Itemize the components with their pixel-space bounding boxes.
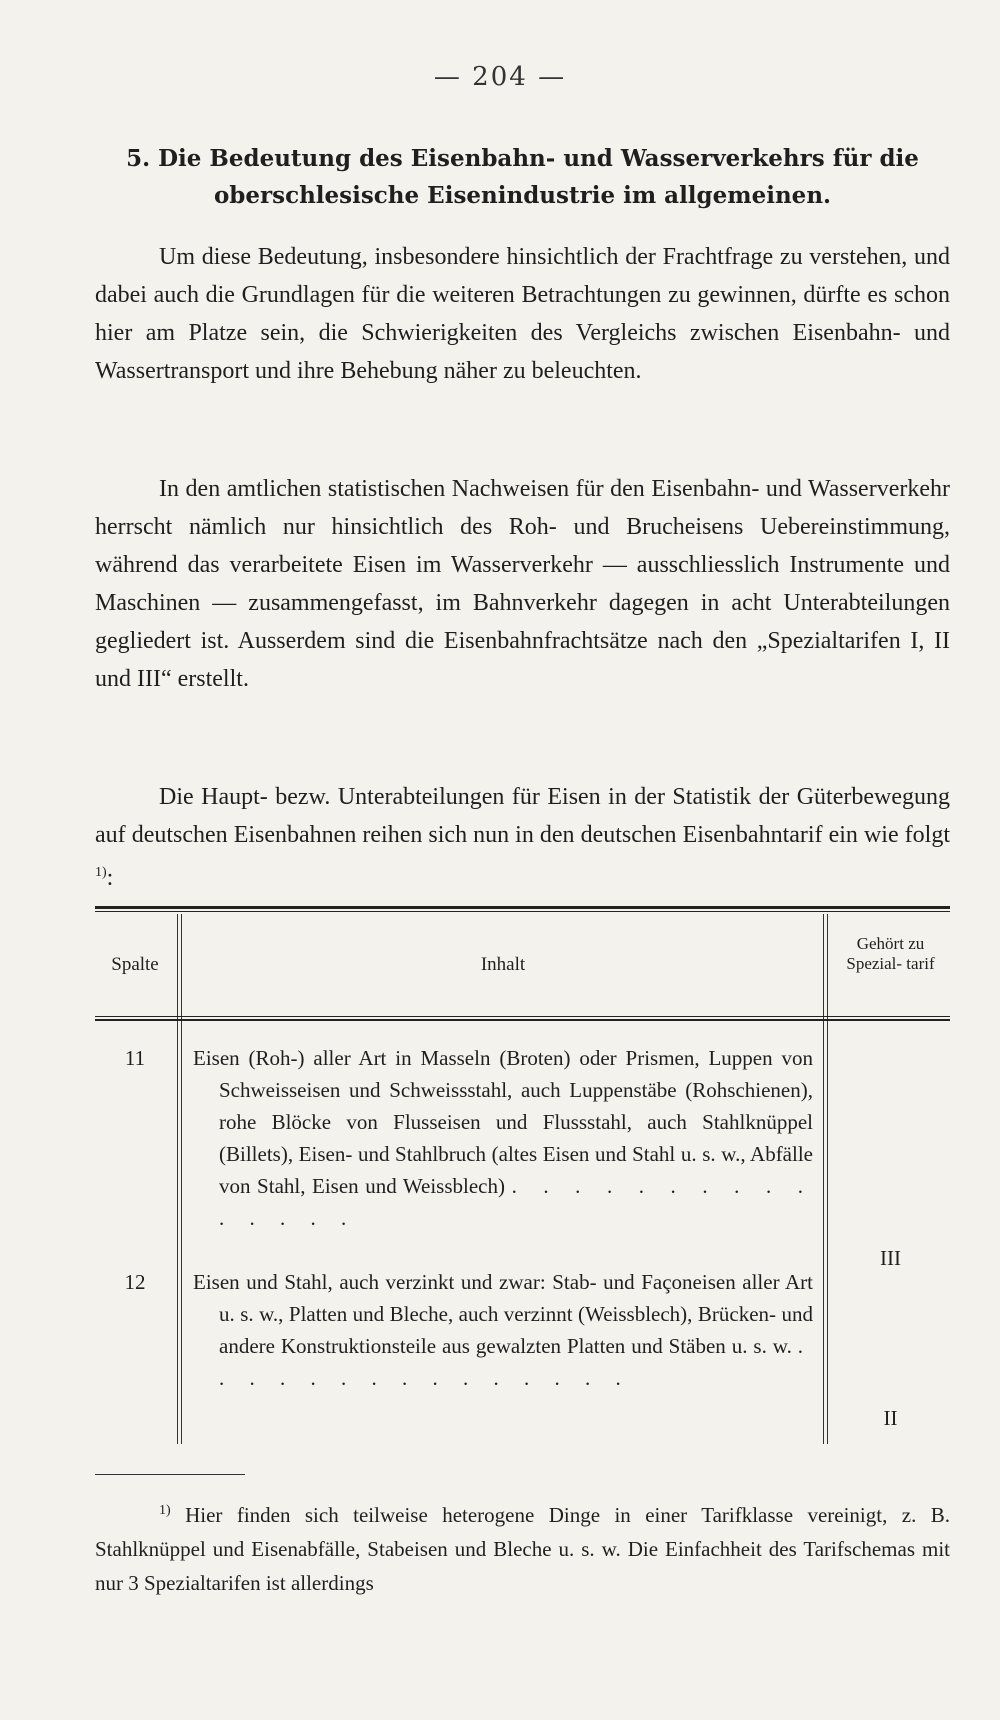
table-top-rule xyxy=(95,906,950,912)
row-12-leader-dots: . . . . . . . . . . . . . . . xyxy=(219,1334,814,1390)
column-divider xyxy=(823,914,824,1444)
footnote-reference: 1) xyxy=(95,865,107,880)
section-heading: 5. Die Bedeutung des Eisenbahn- und Wasserverkehrs für die oberschlesische Eisenindustrie im allgemeinen. xyxy=(126,145,919,209)
footnote-marker: 1) xyxy=(159,1503,171,1518)
row-12-tarif: II xyxy=(883,1406,898,1430)
row-12-inhalt-text: Eisen und Stahl, auch verzinkt und zwar: Stab- und Façoneisen aller Art u. s. w., Platten und Bleche, auch verzinnt (Weissblech), Brücken- und andere Konstruktionsteile aus gewalzten Platten und Stäben u. s. w. xyxy=(193,1270,813,1358)
paragraph-3-body: Die Haupt- bezw. Unterabteilungen für Eisen in der Statistik der Güterbewegung auf deutschen Eisenbahnen reihen sich nun in den deutschen Eisenbahntarif ein wie folgt xyxy=(95,784,950,848)
row-11-leader-dots: . . . . . . . . . . . . . . . xyxy=(219,1174,814,1230)
paragraph-3 xyxy=(95,778,950,897)
paragraph-2-text: In den amtlichen statistischen Nachweisen für den Eisenbahn- und Wasserverkehr herrscht nämlich nur hinsichtlich des Roh- und Brucheisens Uebereinstimmung, während das verarbeitete Eisen im Wasserverkehr — ausschliesslich Instrumente und Maschinen — zusammengefasst, im Bahnverkehr dagegen in acht Unterabteilungen gegliedert ist. Ausserdem sind die Eisenbahnfrachtsätze nach den „Spezialtarifen I, II und III“ erstellt. xyxy=(95,476,950,692)
paragraph-3-text: Die Haupt- bezw. Unterabteilungen für Eisen in der Statistik der Güterbewegung auf deutschen Eisenbahnen reihen sich nun in den deutschen Eisenbahntarif ein wie folgt $^{1)}$: xyxy=(95,784,950,891)
row-12-inhalt xyxy=(193,1266,813,1394)
header-gehoert-zu-spezialtarif: Gehört zu Spezial- tarif xyxy=(846,934,935,973)
column-divider xyxy=(827,914,828,1444)
page-number: — 204 — xyxy=(433,62,567,92)
table-header-rule xyxy=(95,1016,950,1021)
footnote xyxy=(95,1494,950,1600)
paragraph-1 xyxy=(95,238,950,390)
header-spalte: Spalte xyxy=(111,954,159,975)
footnote-text xyxy=(95,1494,950,1600)
paragraph-2 xyxy=(95,470,950,698)
row-12-spalte: 12 xyxy=(124,1270,146,1294)
row-11-inhalt-text: Eisen (Roh-) aller Art in Masseln (Broten) oder Prismen, Luppen von Schweisseisen und Schweissstahl, auch Luppenstäbe (Rohschienen), rohe Blöcke von Flusseisen und Flussstahl, auch Stahlknüppel (Billets), Eisen- und Stahlbruch (altes Eisen und Stahl u. s. w., Abfälle von Stahl, Eisen und Weissblech) xyxy=(193,1046,813,1198)
footnote-body: Hier finden sich teilweise heterogene Dinge in einer Tarifklasse vereinigt, z. B. Stahlknüppel und Eisenabfälle, Stabeisen und Bleche u. s. w. Die Einfachheit des Tarifschemas mit nur 3 Spezialtarifen ist allerdings xyxy=(95,1503,951,1595)
footnote-separator xyxy=(95,1474,245,1475)
row-11-spalte: 11 xyxy=(124,1046,146,1070)
paragraph-1-text: Um diese Bedeutung, insbesondere hinsichtlich der Frachtfrage zu verstehen, und dabei auch die Grundlagen für die weiteren Betrachtungen zu gewinnen, dürfte es schon hier am Platze sein, die Schwierigkeiten des Vergleichs zwischen Eisenbahn- und Wassertransport und ihre Behebung näher zu beleuchten. xyxy=(95,244,950,384)
header-inhalt: Inhalt xyxy=(480,954,526,975)
tariff-table xyxy=(95,906,950,1464)
row-11-inhalt xyxy=(193,1042,813,1234)
row-11-tarif: III xyxy=(880,1246,901,1270)
column-divider xyxy=(177,914,178,1444)
column-divider xyxy=(181,914,182,1444)
